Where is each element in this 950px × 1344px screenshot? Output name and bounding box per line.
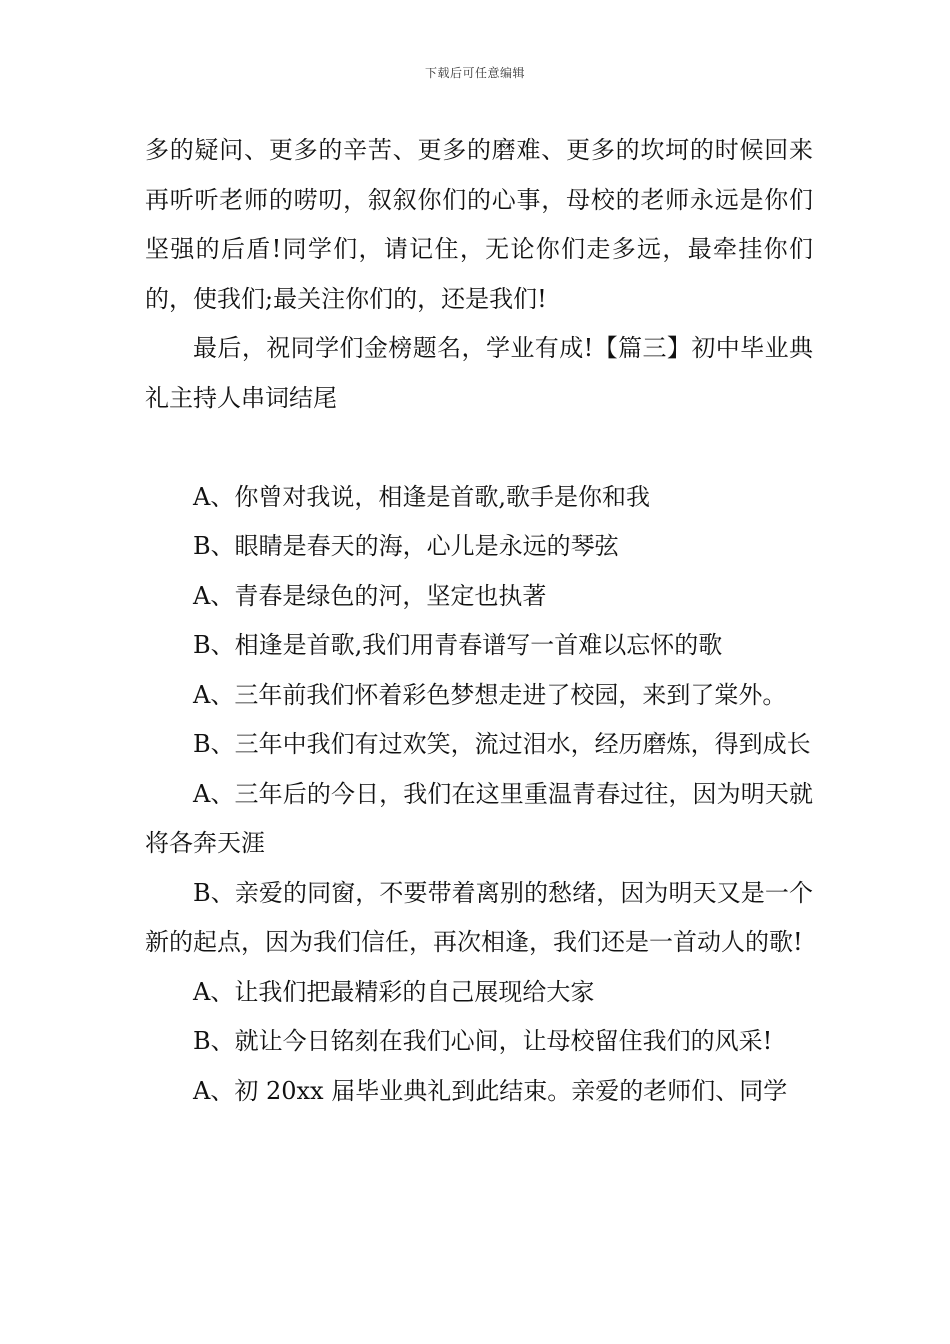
script-line: B、亲爱的同窗，不要带着离别的愁绪，因为明天又是一个新的起点，因为我们信任，再次相逢，我们还是一首动人的歌! [145,878,813,956]
script-line: B、就让今日铭刻在我们心间，让母校留住我们的风采! [193,1027,773,1055]
blank-line [145,423,813,473]
paragraph-continuation: 多的疑问、更多的辛苦、更多的磨难、更多的坎坷的时候回来再听听老师的唠叨，叙叙你们的心事，母校的老师永远是你们坚强的后盾!同学们，请记住，无论你们走多远，最牵挂你们的，使我们;最关注你们的，还是我们! [145,136,813,313]
document-body [145,126,813,1116]
paragraph-closing-wish: 最后，祝同学们金榜题名，学业有成!【篇三】初中毕业典礼主持人串词结尾 [145,334,813,412]
script-line: A、让我们把最精彩的自己展现给大家 [193,977,595,1006]
script-line: A、三年前我们怀着彩色梦想走进了校园，来到了棠外。 [193,680,787,709]
script-line: B、眼睛是春天的海，心儿是永远的琴弦 [193,532,619,560]
script-line: A、初 20xx 届毕业典礼到此结束。亲爱的老师们、同学 [193,1076,788,1105]
script-line: B、三年中我们有过欢笑，流过泪水，经历磨炼，得到成长 [193,730,811,758]
script-line: B、相逢是首歌,我们用青春谱写一首难以忘怀的歌 [193,631,723,659]
script-line: A、三年后的今日，我们在这里重温青春过往，因为明天就将各奔天涯 [145,779,813,857]
script-line: A、青春是绿色的河，坚定也执著 [193,581,547,610]
page-header: 下载后可任意编辑 [424,66,525,80]
script-line: A、你曾对我说，相逢是首歌,歌手是你和我 [193,482,650,511]
